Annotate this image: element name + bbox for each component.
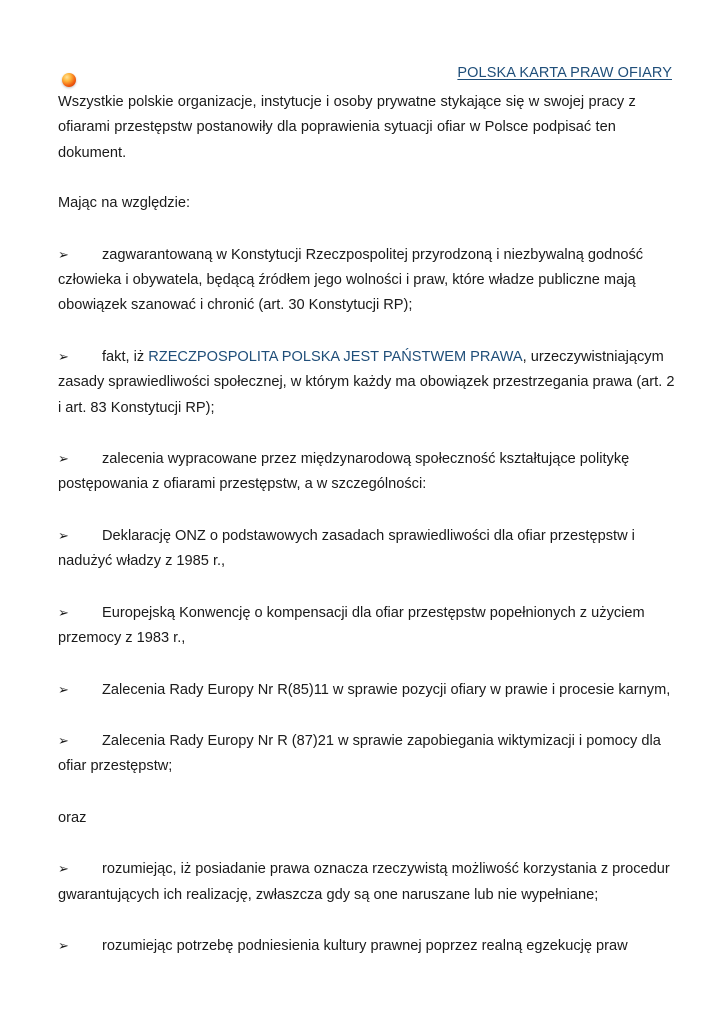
list-item-right-to-procedures [58, 857, 678, 908]
arrow-bullet-icon: ➢ [58, 452, 69, 468]
list-item-legal-culture [58, 934, 678, 959]
arrow-bullet-icon: ➢ [58, 247, 69, 263]
arrow-bullet-icon: ➢ [58, 733, 69, 749]
intro-paragraph: Wszystkie polskie organizacje, instytucje i osoby prywatne stykające się w swojej pracy z ofiarami przestępstw postanowiły dla poprawienia sytuacji ofiar w Polsce podpisać ten dokument. [58, 94, 636, 161]
list-item-european-convention [58, 601, 678, 652]
arrow-bullet-icon: ➢ [58, 862, 69, 878]
list-item-council-europe-85 [58, 678, 678, 703]
list-item-international-recommendations [58, 447, 678, 498]
list-item-text: rozumiejąc potrzebę podniesienia kultury prawnej poprzez realną egzekucję praw [102, 937, 628, 954]
document-title: POLSKA KARTA PRAW OFIARY [457, 65, 672, 81]
considering-heading: Mając na względzie: [58, 195, 191, 212]
list-item-council-europe-87 [58, 729, 678, 780]
list-item-text: Zalecenia Rady Europy Nr R(85)11 w sprawie pozycji ofiary w prawie i procesie karnym, [102, 681, 671, 698]
arrow-bullet-icon: ➢ [58, 605, 69, 621]
list-item-text: zalecenia wypracowane przez międzynarodową społeczność kształtujące politykę postępowania z ofiarami przestępstw, a w szczególności: [58, 451, 630, 493]
list-item-text-after: , urzeczywistniającym zasady sprawiedliwości społecznej, w którym każdy ma obowiązek przestrzegania prawa (art. 2 i art. 83 Konstytucji RP); [58, 348, 675, 416]
arrow-bullet-icon: ➢ [58, 528, 69, 544]
list-item-text: zagwarantowaną w Konstytucji Rzeczpospolitej przyrodzoną i niezbywalną godność człowieka i obywatela, będącą źródłem jego wolności i praw, które władze publiczne mają obowiązek szanować i chronić (art. 30 Konstytucji RP); [58, 246, 644, 314]
list-item-text: rozumiejąc, iż posiadanie prawa oznacza rzeczywistą możliwość korzystania z procedur gwarantujących ich realizację, zwłaszcza gdy są one naruszane lub nie wypełniane; [58, 861, 670, 903]
list-item-rule-of-law [58, 345, 678, 421]
highlighted-phrase: RZECZPOSPOLITA POLSKA JEST PAŃSTWEM PRAWA [148, 348, 523, 365]
oraz-connector: oraz [58, 809, 87, 826]
list-item-text: Europejską Konwencję o kompensacji dla ofiar przestępstw popełnionych z użyciem przemocy z 1983 r., [58, 604, 645, 647]
document-body [58, 90, 678, 959]
list-item-text: Deklarację ONZ o podstawowych zasadach sprawiedliwości dla ofiar przestępstw i nadużyć władzy z 1985 r., [58, 527, 635, 570]
list-item-un-declaration [58, 524, 678, 575]
arrow-bullet-icon: ➢ [58, 349, 69, 365]
arrow-bullet-icon: ➢ [58, 938, 69, 954]
arrow-bullet-icon: ➢ [58, 682, 69, 698]
list-item-text: Zalecenia Rady Europy Nr R (87)21 w sprawie zapobiegania wiktymizacji i pomocy dla ofiar przestępstw; [58, 732, 661, 775]
orange-orb-icon [62, 73, 76, 87]
list-item-constitution-dignity [58, 243, 678, 319]
list-item-text-before: fakt, iż [102, 348, 149, 365]
